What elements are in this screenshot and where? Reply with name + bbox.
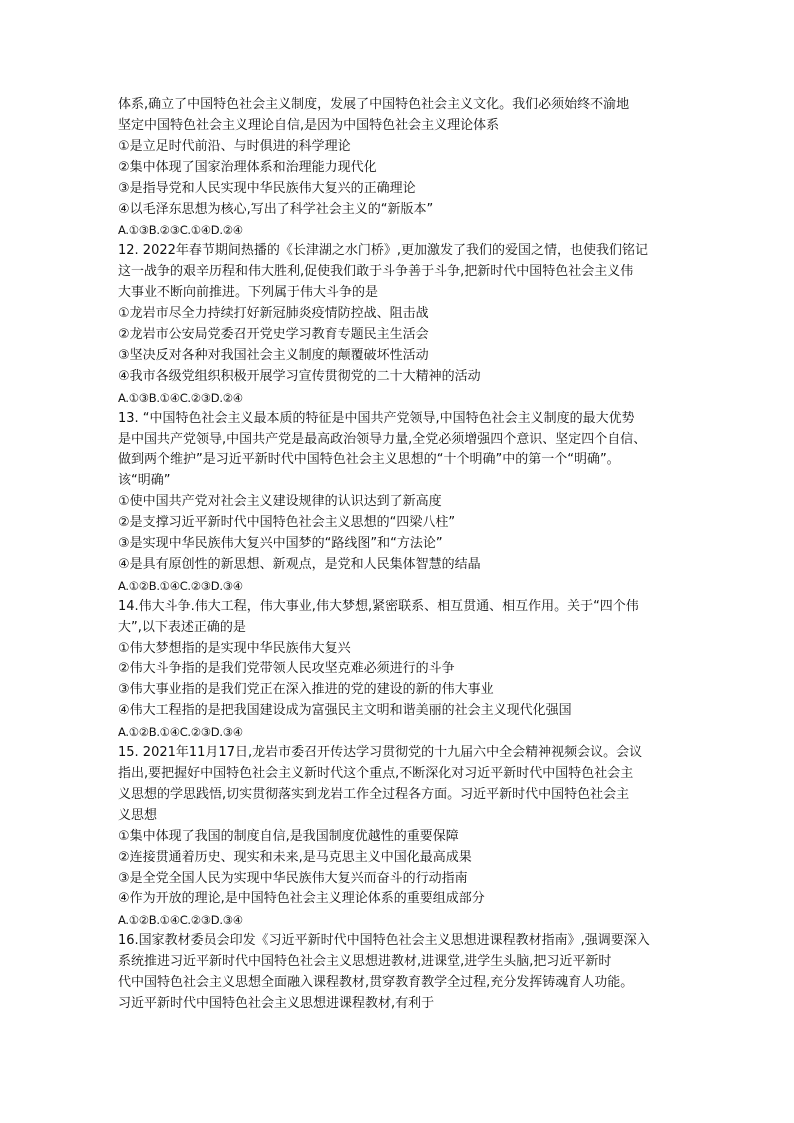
text-line: 该“明确” xyxy=(118,473,171,489)
text-line: 这一战争的艰辛历程和伟大胜利,促使我们敢于斗争善于斗争,把新时代中国特色社会主义伟 xyxy=(118,264,634,280)
answer-choices: A.①②B.①④C.②③D.③④ xyxy=(118,725,243,740)
option-line: ②伟大斗争指的是我们党带领人民攻坚克难必须进行的斗争 xyxy=(118,661,455,677)
question-16-text: 16.国家教材委员会印发《习近平新时代中国特色社会主义思想进课程教材指南》,强调要深入 xyxy=(118,933,650,949)
option-line: ③坚决反对各种对我国社会主义制度的颠覆破坏性活动 xyxy=(118,347,429,363)
text-line: 习近平新时代中国特色社会主义思想进课程教材,有利于 xyxy=(118,995,435,1011)
text-line: 系统推进习近平新时代中国特色社会主义思想进教材,进课堂,进学生头脑,把习近平新时 xyxy=(118,954,612,970)
option-line: ①集中体现了我国的制度自信,是我国制度优越性的重要保障 xyxy=(118,828,459,844)
text-line: 做到两个维护”是习近平新时代中国特色社会主义思想的“十个明确”中的第一个“明确”。 xyxy=(118,452,620,468)
question-12-text: 12. 2022年春节期间热播的《长津湖之水门桥》,更加激发了我们的爱国之情，也使我们铭记 xyxy=(118,243,649,259)
option-line: ③是全党全国人民为实现中华民族伟大复兴而奋斗的行动指南 xyxy=(118,870,468,886)
option-line: ①使中国共产党对社会主义建设规律的认识达到了新高度 xyxy=(118,494,442,510)
option-line: ②是支撑习近平新时代中国特色社会主义思想的“四梁八柱” xyxy=(118,515,456,531)
option-line: ③是实现中华民族伟大复兴中国梦的“路线图”和“方法论” xyxy=(118,536,443,552)
option-line: ③伟大事业指的是我们党正在深入推进的党的建设的新的伟大事业 xyxy=(118,682,494,698)
question-13-text: 13. “中国特色社会主义最本质的特征是中国共产党领导,中国特色社会主义制度的最大优势 xyxy=(118,410,635,426)
text-line: 义思想 xyxy=(118,807,158,823)
option-line: ④以毛泽东思想为核心,写出了科学社会主义的“新版本” xyxy=(118,201,434,217)
option-line: ④作为开放的理论,是中国特色社会主义理论体系的重要组成部分 xyxy=(118,891,485,907)
text-line: 是中国共产党领导,中国共产党是最高政治领导力量,全党必须增强四个意识、坚定四个自信、 xyxy=(118,431,647,447)
option-line: ③是指导党和人民实现中华民族伟大复兴的正确理论 xyxy=(118,180,416,196)
text-line: 大”,以下表述正确的是 xyxy=(118,619,246,635)
option-line: ②连接贯通着历史、现实和未来,是马克思主义中国化最高成果 xyxy=(118,849,472,865)
text-line: 大事业不断向前推进。下列属于伟大斗争的是 xyxy=(118,285,379,301)
option-line: ②龙岩市公安局党委召开党史学习教育专题民主生活会 xyxy=(118,326,429,342)
answer-choices: A.①③B.②③C.①④D.②④ xyxy=(118,223,243,238)
option-line: ④我市各级党组织积极开展学习宣传贯彻党的二十大精神的活动 xyxy=(118,368,481,384)
question-14-text: 14.伟大斗争.伟大工程，伟大事业,伟大梦想,紧密联系、相互贯通、相互作用。关于“四个伟 xyxy=(118,598,639,614)
answer-choices: A.①③B.①④C.②③D.②④ xyxy=(118,390,243,405)
text-line: 体系,确立了中国特色社会主义制度，发展了中国特色社会主义文化。我们必须始终不渝地 xyxy=(118,97,630,112)
option-line: ①伟大梦想指的是实现中华民族伟大复兴 xyxy=(118,640,351,656)
answer-choices: A.①②B.①④C.②③D.③④ xyxy=(118,578,243,593)
option-line: ①是立足时代前沿、与时俱进的科学理论 xyxy=(118,138,351,154)
option-line: ④伟大工程指的是把我国建设成为富强民主文明和谐美丽的社会主义现代化强国 xyxy=(118,703,572,719)
text-line: 代中国特色社会主义思想全面融入课程教材,贯穿教育教学全过程,充分发挥铸魂育人功能。 xyxy=(118,975,634,991)
question-15-text: 15. 2021年11月17日,龙岩市委召开传达学习贯彻党的十九届六中全会精神视频会议。会议 xyxy=(118,745,643,761)
question-text-block xyxy=(118,95,682,1015)
answer-choices: A.①②B.①④C.②③D.③④ xyxy=(118,913,243,928)
text-line: 坚定中国特色社会主义理论自信,是因为中国特色社会主义理论体系 xyxy=(118,117,500,133)
option-line: ①龙岩市尽全力持续打好新冠肺炎疫情防控战、阻击战 xyxy=(118,306,429,322)
text-line: 指出,要把握好中国特色社会主义新时代这个重点,不断深化对习近平新时代中国特色社会主 xyxy=(118,766,634,781)
option-line: ④是具有原创性的新思想、新观点，是党和人民集体智慧的结晶 xyxy=(118,556,481,572)
option-line: ②集中体现了国家治理体系和治理能力现代化 xyxy=(118,159,377,175)
text-line: 义思想的学思践悟,切实贯彻落实到龙岩工作全过程各方面。习近平新时代中国特色社会主 xyxy=(118,786,630,802)
